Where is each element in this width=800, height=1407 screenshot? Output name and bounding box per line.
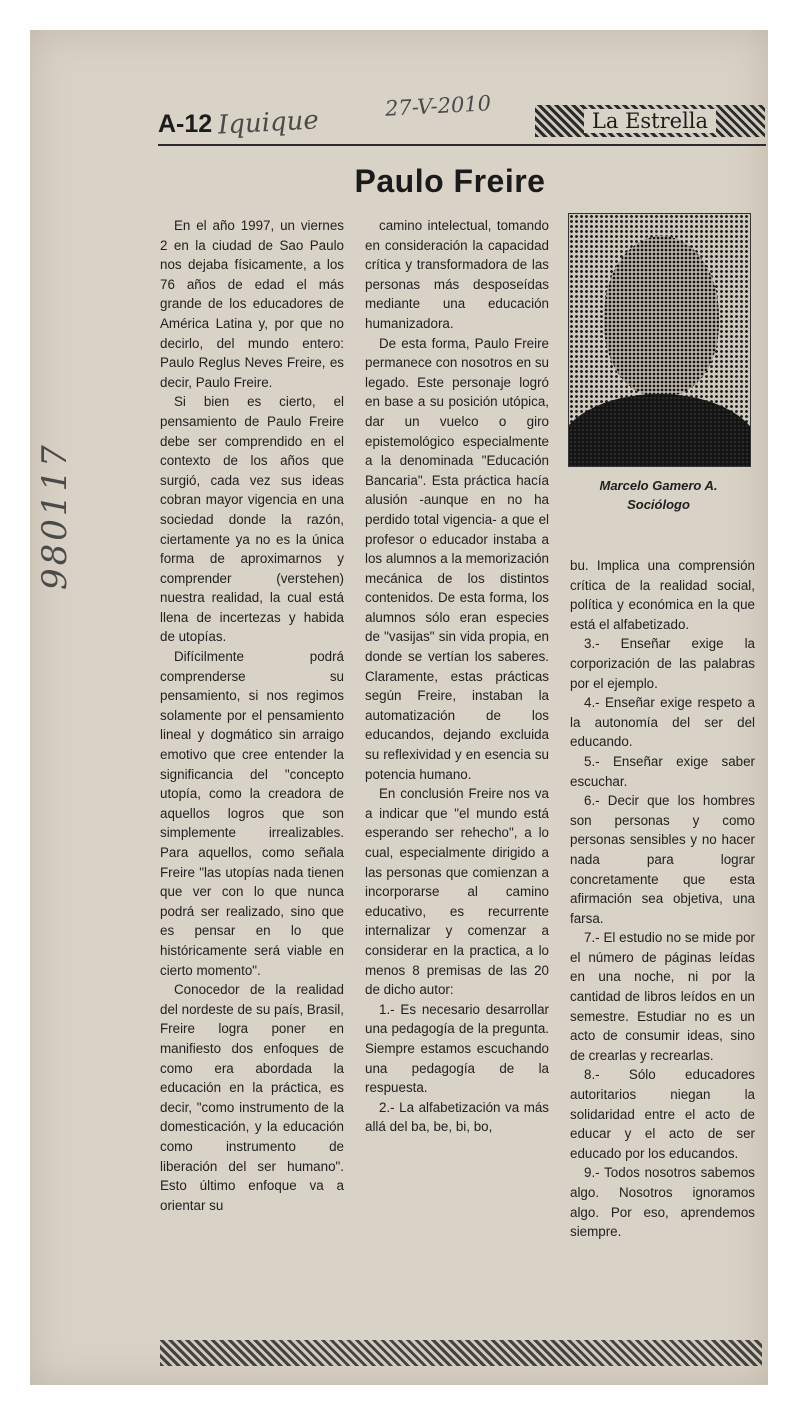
handwritten-date: 27-V-2010 — [384, 91, 492, 121]
paragraph: 7.- El estudio no se mide por el número de páginas leídas en una noche, ni por la cantidad de libros leídos en un semestre. Estudiar no es un acto de consumir ideas, sino de crearlas y recrearlas. — [570, 930, 755, 1063]
page-code: A-12 — [158, 110, 213, 138]
paragraph: 8.- Sólo educadores autoritarios niegan la solidaridad entre el acto de educar y el acto de ser educado por los educandos. — [570, 1067, 755, 1161]
paragraph: 2.- La alfabetización va más allá del ba, be, bi, bo, — [365, 1099, 549, 1135]
paragraph: En el año 1997, un viernes 2 en la ciudad de Sao Paulo nos dejaba físicamente, a los 76 años de edad el más grande de los educadores de América Latina y, por que no decirlo, del mundo entero: Paulo Reglus Neves Freire, es decir, Paulo Freire. — [160, 218, 344, 390]
paragraph: En conclusión Freire nos va a indicar que "el mundo está esperando ser rehecho", a lo cual, especialmente dirigido a las personas que comienzan a incorporarse al camino educativo, es recurrente internalizar y comenzar a considerar en la practica, a lo menos 8 premisas de las 20 de dicho autor: — [365, 786, 549, 998]
paragraph: De esta forma, Paulo Freire permanece con nosotros en su legado. Este personaje logró en base a su posición utópica, dar un vuelco o giro epistemológico especialmente a la denominada "Educación Bancaria". Esta práctica hacía alusión -aunque en no ha perdido total vigencia- a que el profesor o educador instaba a los alumnos a la memorización mecánica de los distintos contenidos. De esta forma, los alumnos sólo eran especies de "vasijas" sin vida propia, en donde se vertían los saberes. Claramente, estas prácticas según Freire, instaban la automatización de los educandos, dejando excluida su reflexividad y en esencia su potencia humano. — [365, 335, 549, 782]
handwritten-city: Iquique — [217, 105, 320, 141]
article-column-1 — [160, 216, 344, 1215]
photo-head — [604, 236, 719, 396]
paragraph: 6.- Decir que los hombres son personas y como personas sensibles y no hacer nada para lograr concretamente que esta afirmación sea objetiva, una farsa. — [570, 793, 755, 926]
bottom-pattern-band — [160, 1340, 762, 1366]
paragraph: 4.- Enseñar exige respeto a la autonomía del ser del educando. — [570, 695, 755, 750]
paragraph: camino intelectual, tomando en consideración la capacidad crítica y transformadora de las personas más desposeídas mediante una educación humanizadora. — [365, 218, 549, 331]
paragraph: Conocedor de la realidad del nordeste de su país, Brasil, Freire logra poner en manifiesto dos enfoques de como era abordada la educación en la práctica, es decir, "como instrumento de la domesticación, y la educación como instrumento de liberación del ser humano". Esto último enfoque va a orientar su — [160, 982, 344, 1213]
author-name: Marcelo Gamero A. — [599, 478, 718, 493]
paragraph: 5.- Enseñar exige saber escuchar. — [570, 753, 755, 789]
photo-caption — [568, 476, 749, 514]
article-column-2 — [365, 216, 549, 1137]
newspaper-name: La Estrella — [584, 109, 716, 133]
header-rule — [158, 144, 766, 146]
article-column-3 — [570, 556, 755, 1242]
author-role: Sociólogo — [627, 497, 690, 512]
paragraph: 3.- Enseñar exige la corporización de las palabras por el ejemplo. — [570, 636, 755, 691]
photo-shoulders — [568, 394, 751, 467]
paragraph: 9.- Todos nosotros sabemos algo. Nosotros ignoramos algo. Por eso, aprendemos siempre. — [570, 1165, 755, 1240]
newspaper-banner — [535, 105, 765, 137]
article-title: Paulo Freire — [354, 163, 546, 199]
paragraph: bu. Implica una comprensión crítica de la realidad social, política y económica en la que está el alfabetizado. — [570, 558, 755, 632]
paragraph: 1.- Es necesario desarrollar una pedagogía de la pregunta. Siempre estamos escuchando una pedagogía de la respuesta. — [365, 1001, 549, 1096]
author-photo — [568, 213, 751, 467]
paragraph: Difícilmente podrá comprenderse su pensamiento, si nos regimos solamente por el pensamiento lineal y dogmático sin arraigo emotivo que cree entender la significancia del "concepto utopía, como la creadora de aquellos logros que son simplemente irrealizables. Para aquellos, como señala Freire "las utopías nada tienen que ver con lo que nunca podrá ser realizado, sino que es pensar en lo que históricamente será viable en cierto momento". — [160, 649, 344, 978]
paragraph: Si bien es cierto, el pensamiento de Paulo Freire debe ser comprendido en el contexto de los años que surgió, cada vez sus ideas cobran mayor vigencia en una sociedad donde la razón, ciertamente ya no es la única forma de aproximarnos y comprender (verstehen) nuestra realidad, la cual está llena de incertezas y habida de utopías. — [160, 394, 344, 645]
side-handwritten-note: 980117 — [35, 442, 75, 590]
